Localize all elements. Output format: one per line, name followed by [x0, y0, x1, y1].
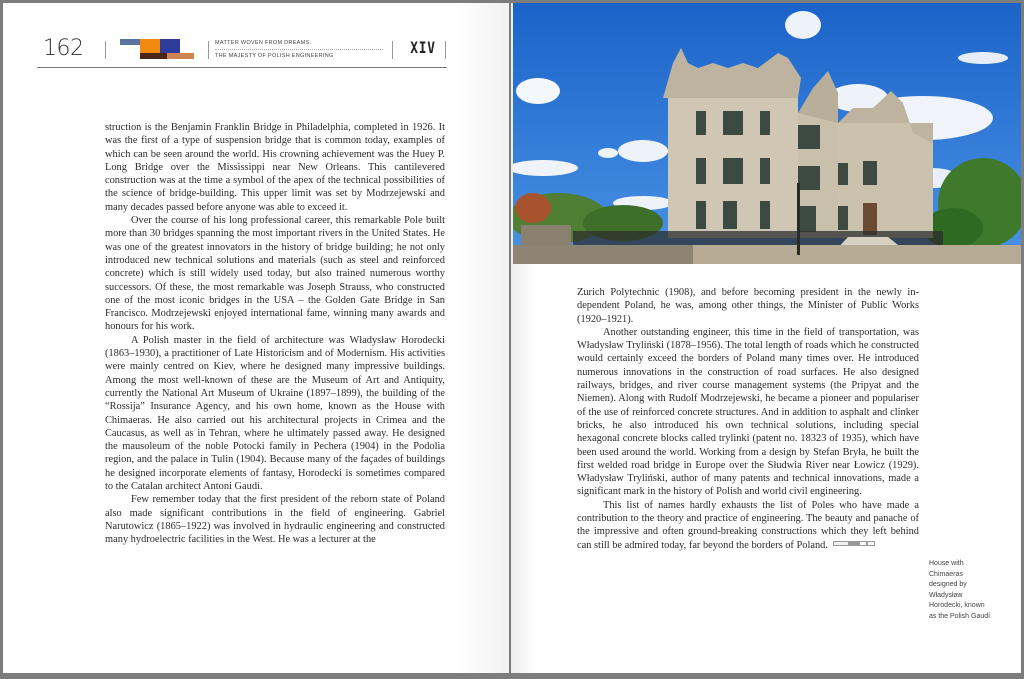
logo-block-brown [140, 53, 167, 59]
header-divider [208, 41, 209, 59]
page-header [37, 33, 447, 68]
left-body-text [105, 121, 445, 547]
running-head-subtitle: THE MAJESTY OF POLISH ENGINEERING [215, 53, 334, 59]
header-divider [445, 41, 446, 59]
logo-block-slate [120, 39, 140, 45]
photo-caption: House with Chimaeras designed by Władysław Horodecki, known as the Polish Gaudí [929, 560, 991, 620]
right-page [511, 3, 1021, 673]
section-end-mark-icon [833, 541, 875, 547]
logo-block-orange [140, 39, 160, 53]
house-with-chimaeras-photo [513, 3, 1021, 264]
paragraph: Another outstanding engineer, this time in the field of transportation, was Władysław Tryliński (1878–1956). The total length of roads which he constructed would certainly exceed the borders of Poland many times over. He introduced numerous innovations in the construction of road surfaces. He also designed railways, bridges, and river course management systems (the Pripyat and the Niemen). Along with Rudolf Modrzejewski, he became a pioneer and populariser of the use of reinforced concrete structures. And in addition to asphalt and clinker bricks, he also introduced his own technical solutions, including special hexagonal concrete blocks called trylinki (patent no. 18323 of 1935), which have been used around the world. Working from a design by Stefan Bryła, he built the first welded road bridge in Europe over the Słudwia River near Łowicz (1929). Władysław Tryliński, author of many patents and technical innovations, made a significant mark in the history of Polish and world civil engineering. [577, 326, 919, 498]
running-head [215, 40, 383, 59]
paragraph-text: This list of names hardly exhausts the list of Poles who have made a contribution to the theory and practice of engineering. The beauty and panache of the impressive and often ground-breaking constructions which they left behind can still be admired today, far beyond the borders of Poland. [577, 499, 919, 551]
paragraph: Zurich Polytechnic (1908), and before becoming president in the newly independent Poland, he was, among other things, the Minister of Public Works (1920–1921). [577, 287, 919, 325]
paragraph: A Polish master in the field of architecture was Władysław Horodecki (1863–1930), a practitioner of Late Historicism and of Modernism. His activities were mainly centred on Kiev, where he designed many impressive buildings. Among the most well-known of these are the Museum of Art and Antiquity, currently the National Art Museum of Ukraine (1897–1899), the building of the “Rossija” Insurance Agency, and his own home, known as the House with Chimaeras. He also carried out his architectural projects in Crimea and the Caucasus, as well as in Tehran, where he ultimately passed away. He designed the mausoleum of the noble Potocki family in Pechera (1904) in the Podolia region, and the palace in Tulin (1904). Because many of the façades of buildings he designed incorporate elements of fantasy, Horodecki is sometimes compared to the Catalan architect Antoni Gaudí. [105, 334, 445, 493]
paragraph: Few remember today that the first president of the reborn state of Poland also made significant contributions in the field of engineering. Gabriel Narutowicz (1865–1922) was involved in hydraulic engineering and constructed many hydroelectric facilities in the West. He was a lecturer at the [105, 494, 445, 546]
header-divider [392, 41, 393, 59]
right-body-text [577, 286, 919, 552]
left-page [3, 3, 509, 673]
chapter-color-logo-icon [120, 39, 196, 59]
logo-block-tan [167, 53, 194, 59]
paragraph: struction is the Benjamin Franklin Bridge in Philadelphia, completed in 1926. It was the first of a type of suspension bridge that is common today, examples of which can be seen around the world. His crowning achievement was the Huey P. Long Bridge over the Mississippi near New Orleans. This cantilevered construction was at the time a symbol of the apex of the technical possibilities of the science of bridge-building. This upper limit was set by Modrzejewski and many decades passed before anyone was able to exceed it. [105, 122, 445, 213]
page-number: 162 [43, 36, 84, 61]
chapter-numeral: XIV [410, 38, 436, 57]
running-head-title: MATTER WOVEN FROM DREAMS. [215, 40, 383, 50]
header-divider [105, 41, 106, 59]
paragraph-final [577, 499, 919, 552]
paragraph: Over the course of his long professional career, this remarkable Pole built more than 30 bridges spanning the most important rivers in the United States. He was one of the greatest innovators in the history of bridge building; he not only introduced new technical solutions and materials (such as steel and reinforced concrete) which is still widely used today, but also trained numerous worthy successors. Of these, the most remarkable was Joseph Strauss, who constructed one of the most iconic bridges in the USA – the Golden Gate Bridge in San Francisco. Modrzejewski enjoyed international fame, winning many awards and honours for his work. [105, 215, 445, 333]
logo-block-blue [160, 39, 180, 53]
